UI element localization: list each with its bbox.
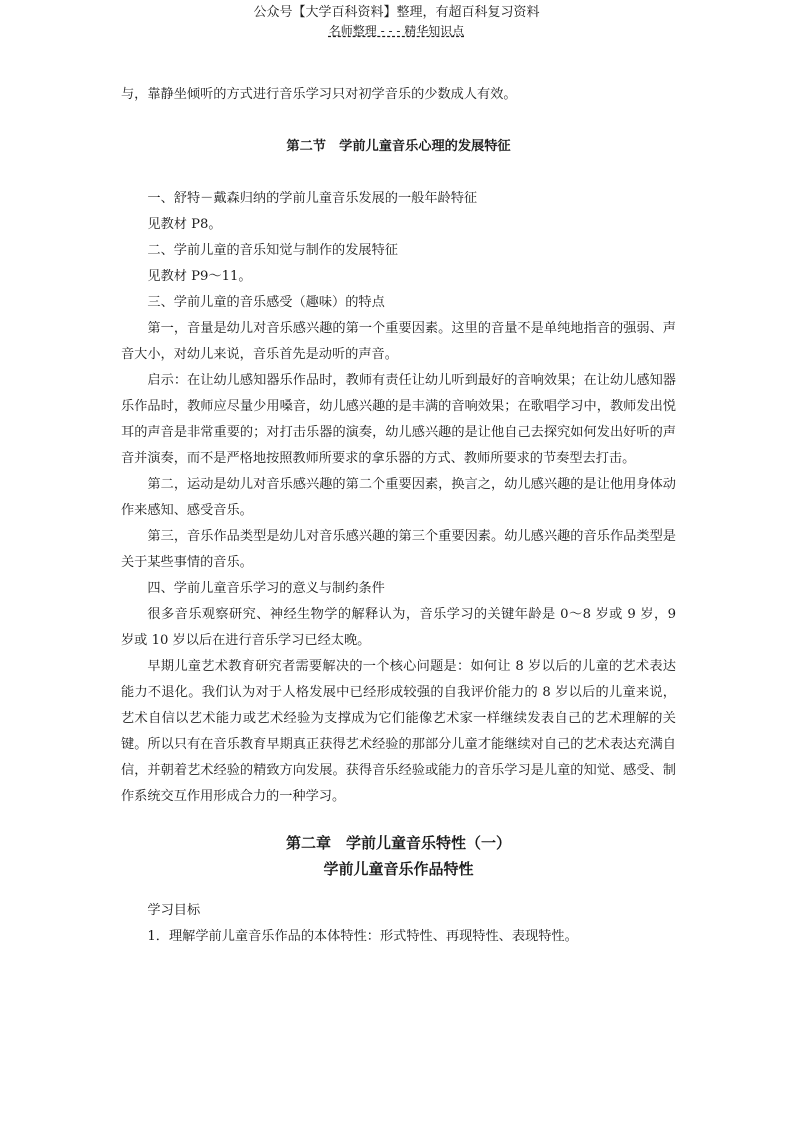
list-item-1: 一、舒特－戴森归纳的学前儿童音乐发展的一般年龄特征: [147, 191, 478, 206]
intro-paragraph: 与，靠静坐倾听的方式进行音乐学习只对初学音乐的少数成人有效。: [121, 87, 517, 102]
header-source-line: 公众号【大学百科资料】整理，有超百科复习资料: [253, 5, 540, 20]
reference-1: 见教材 P8。: [147, 217, 222, 232]
paragraph-key-age: 很多音乐观察研究、神经生物学的解释认为，音乐学习的关键年龄是 0～8 岁或 9 岁，9 岁或 10 岁以后在进行音乐学习已经太晚。: [121, 607, 676, 648]
page-header: [0, 4, 793, 41]
document-body: [121, 82, 676, 950]
header-subtitle: 名师整理 - - - 精华知识点: [328, 24, 465, 38]
reference-2: 见教材 P9～11。: [147, 269, 252, 284]
list-item-4: 四、学前儿童音乐学习的意义与制约条件: [147, 581, 385, 596]
chapter-2-subheading: 学前儿童音乐作品特性: [323, 860, 474, 878]
paragraph-early-education: 早期儿童艺术教育研究者需要解决的一个核心问题是：如何让 8 岁以后的儿童的艺术表达能力不退化。我们认为对于人格发展中已经形成较强的自我评价能力的 8 岁以后的儿童来说，艺术自信以艺术能力或艺术经验为支撑成为它们能像艺术家一样继续发表自己的艺术理解的关键。所以只有在音乐教育早期真正获得艺术经验的那部分儿童才能继续对自己的艺术表达充满自信，并朝着艺术经验的精致方向发展。获得音乐经验或能力的音乐学习是儿童的知觉、感受、制作系统交互作用形成合力的一种学习。: [121, 659, 676, 804]
paragraph-third-factor: 第三，音乐作品类型是幼儿对音乐感兴趣的第三个重要因素。幼儿感兴趣的音乐作品类型是关于某些事情的音乐。: [121, 529, 676, 570]
section-2-heading: 第二节 学前儿童音乐心理的发展特征: [286, 139, 511, 154]
list-item-2: 二、学前儿童的音乐知觉与制作的发展特征: [147, 243, 398, 258]
learning-goal-1: 1．理解学前儿童音乐作品的本体特性：形式特性、再现特性、表现特性。: [147, 929, 578, 944]
paragraph-inspiration: 启示：在让幼儿感知器乐作品时，教师有责任让幼儿听到最好的音响效果；在让幼儿感知器乐作品时，教师应尽量少用嗓音，幼儿感兴趣的是丰满的音响效果；在歌唱学习中，教师发出悦耳的声音是非常重要的；对打击乐器的演奏，幼儿感兴趣的是让他自己去探究如何发出好听的声音并演奏，而不是严格地按照教师所要求的拿乐器的方式、教师所要求的节奏型去打击。: [121, 373, 676, 466]
list-item-3: 三、学前儿童的音乐感受（趣味）的特点: [147, 295, 385, 310]
paragraph-first-factor: 第一，音量是幼儿对音乐感兴趣的第一个重要因素。这里的音量不是单纯地指音的强弱、声音大小，对幼儿来说，音乐首先是动听的声音。: [121, 321, 676, 362]
chapter-2-heading: 第二章 学前儿童音乐特性（一）: [285, 834, 511, 852]
learning-goals-label: 学习目标: [147, 903, 201, 918]
paragraph-second-factor: 第二，运动是幼儿对音乐感兴趣的第二个重要因素，换言之，幼儿感兴趣的是让他用身体动作来感知、感受音乐。: [121, 477, 676, 518]
